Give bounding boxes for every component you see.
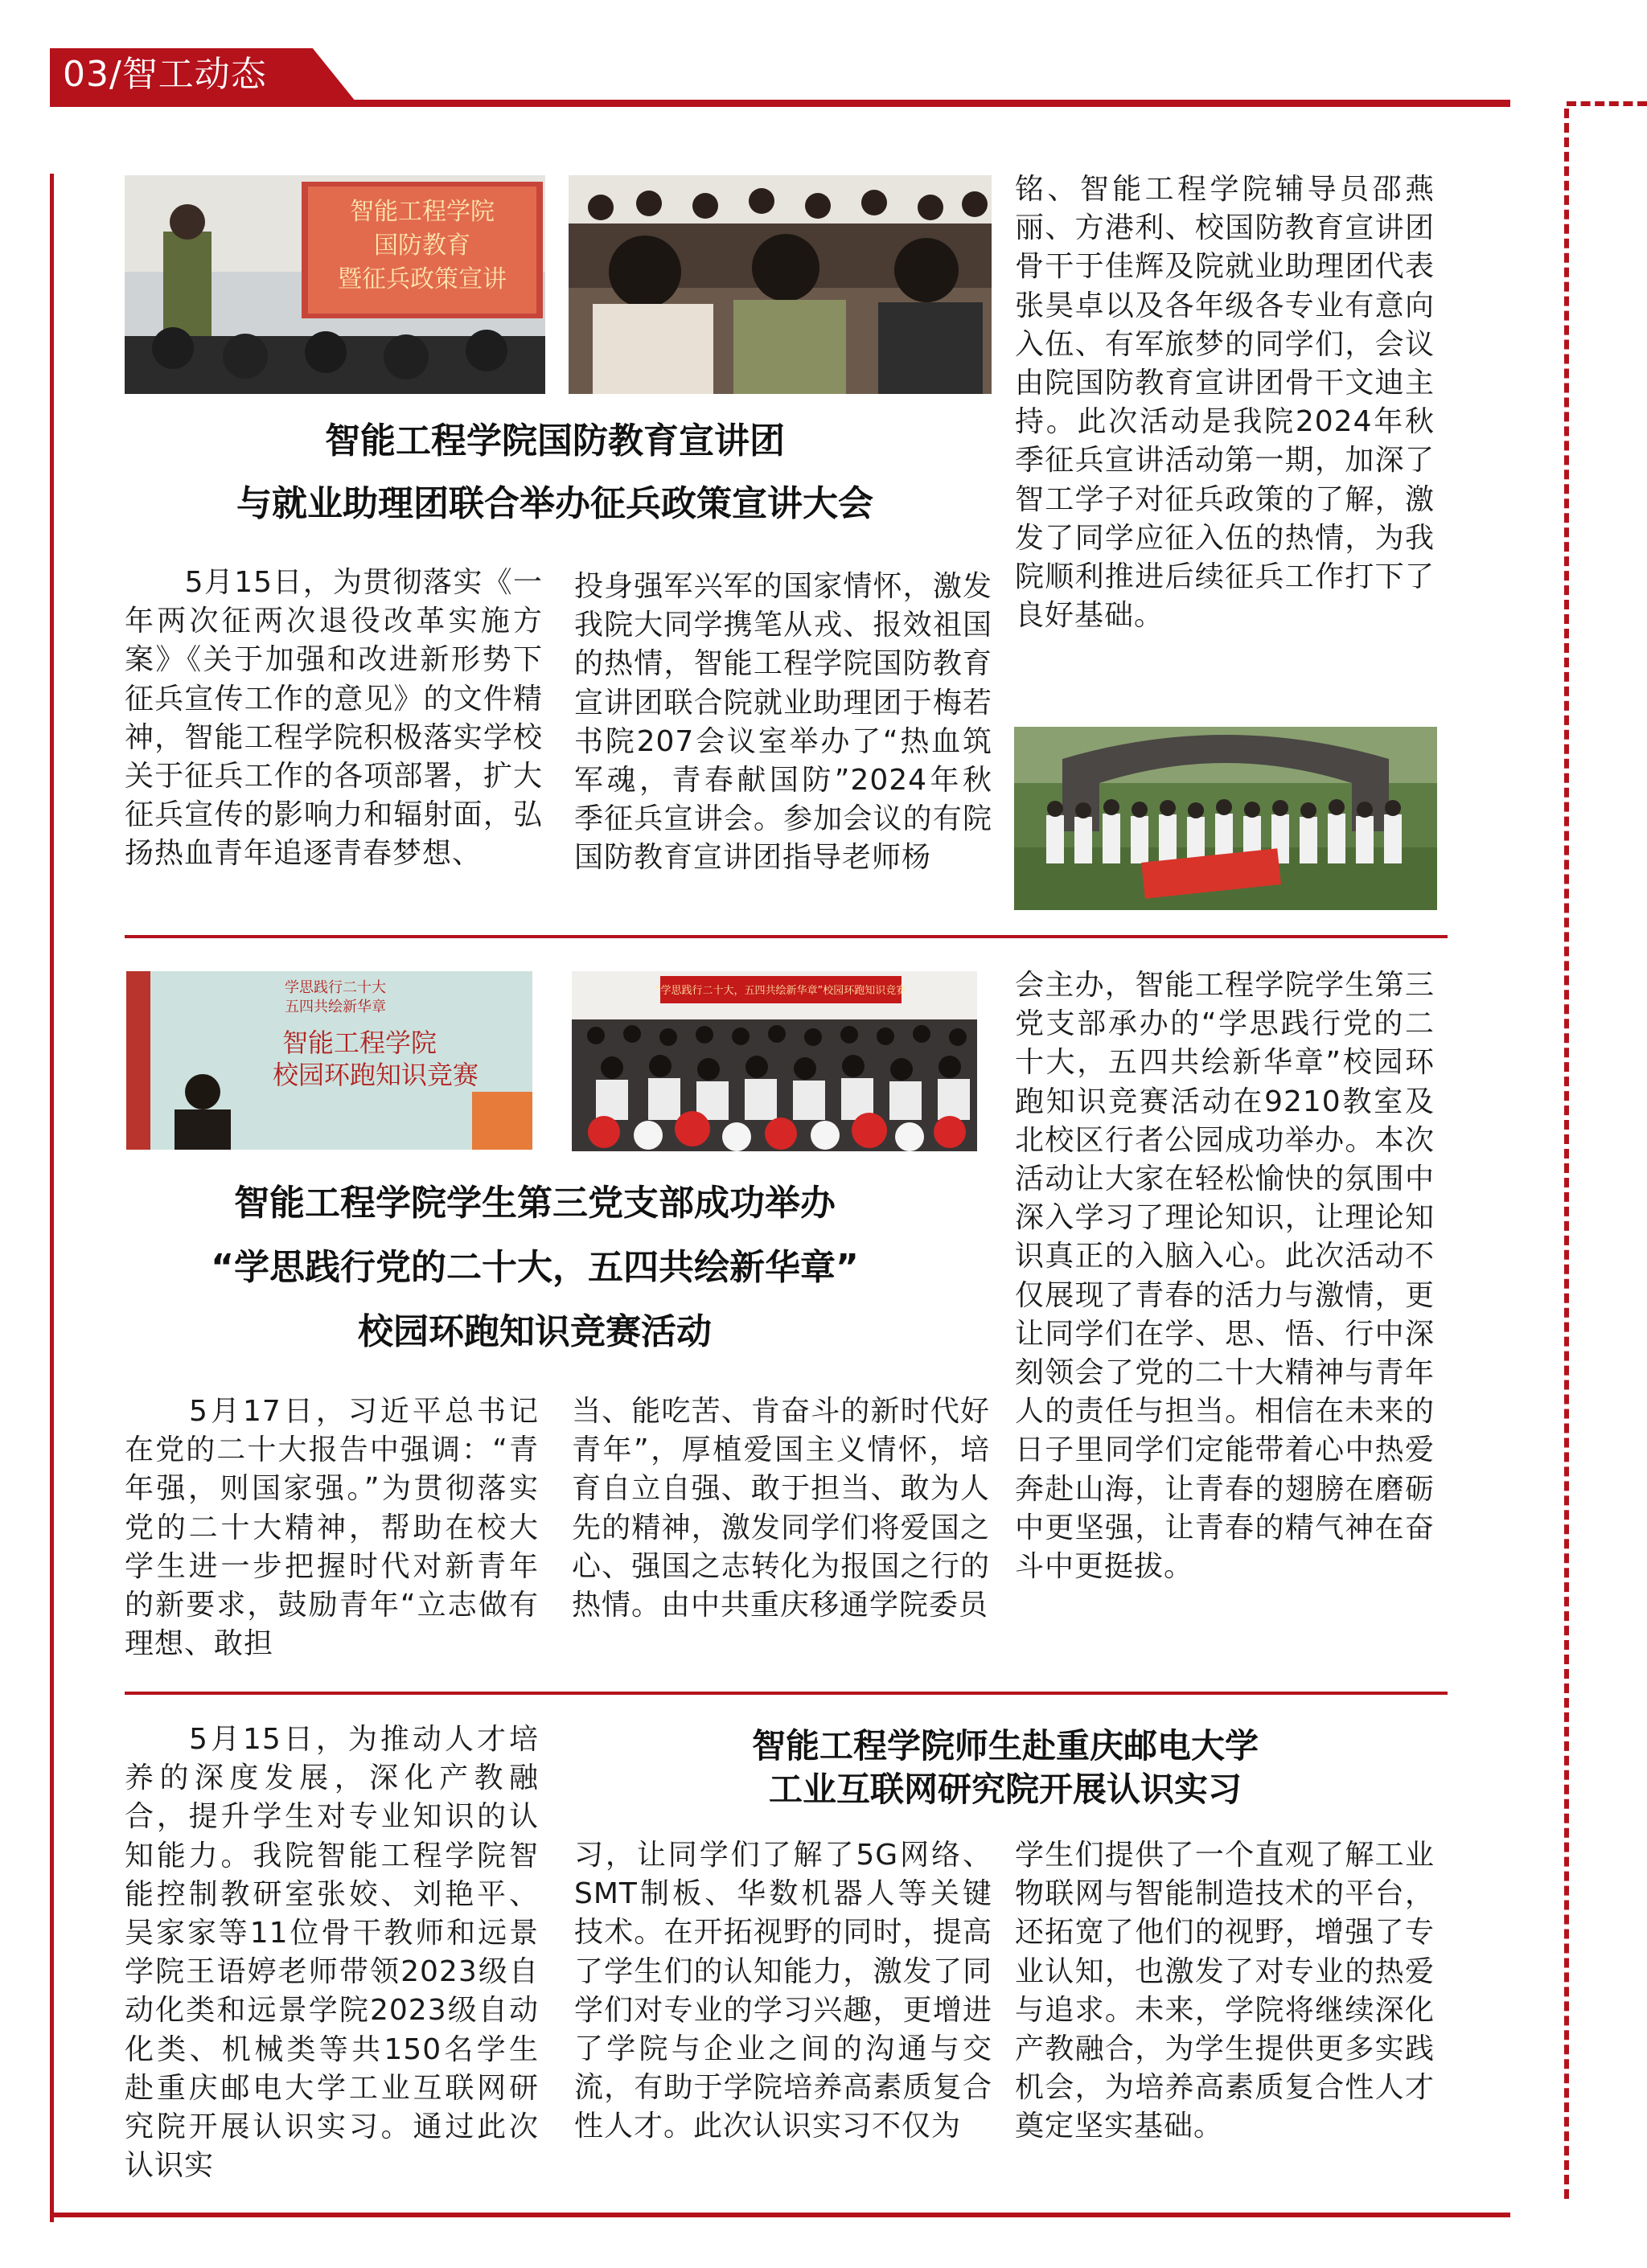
article3-body-col3: 学生们提供了一个直观了解工业物联网与智能制造技术的平台，还拓宽了他们的视野，增强了专业认知，也激发了对专业的热爱与追求。未来，学院将继续深化产教融合，为学生提供更多实践机会，为培养高素质复合性人才奠定坚实基础。 [1015, 1839, 1435, 2143]
screen-text-line-4: 校园环跑知识竞赛 [272, 1060, 479, 1090]
banner-text: “学思践行二十大，五四共绘新华章”校园环跑知识竞赛 [655, 985, 907, 997]
article2-title-line2: “学思践行党的二十大，五四共绘新华章” [211, 1247, 859, 1288]
screen-text-line-3: 智能工程学院 [281, 1027, 437, 1058]
article2-title-line1: 智能工程学院学生第三党支部成功举办 [234, 1183, 836, 1224]
dashed-border-top [1567, 101, 1647, 106]
article1-body-col3: 铭、智能工程学院辅导员邵燕丽、方港利、校国防教育宣讲团骨干于佳辉及院就业助理团代表张昊卓以及各年级各专业有意向入伍、有军旅梦的同学们，会议由院国防教育宣讲团骨干文迪主持。此次活动是我院2024年秋季征兵宣讲活动第一期，加深了智工学子对征兵政策的了解，激发了同学应征入伍的热情，为我院顺利推进后续征兵工作打下了良好基础。 [1015, 173, 1435, 633]
article2-body-col2: 当、能吃苦、肯奋斗的新时代好青年”，厚植爱国主义情怀，培育自立自强、敢于担当、敢为人先的精神，激发同学们将爱国之心、强国之志转化为报国之行的热情。由中共重庆移通学院委员 [572, 1395, 990, 1622]
section-header-label: 03/智工动态 [63, 54, 267, 95]
article1-body-col2: 投身强军兴军的国家情怀，激发我院大同学携笔从戎、报效祖国的热情，智能工程学院国防教育宣讲团联合院就业助理团于梅若书院207会议室举办了“热血筑军魂，青春献国防”2024年秋季征兵宣讲会。参加会议的有院国防教育宣讲团指导老师杨 [574, 570, 992, 875]
screen-text-line-2: 国防教育 [374, 232, 470, 260]
article2-photo-speaker [126, 971, 532, 1150]
left-border-rule [50, 174, 54, 2222]
article2-photo-contest [572, 971, 977, 1151]
article1-photo-group [1014, 727, 1437, 910]
section-divider-1 [125, 935, 1448, 938]
article3-title-line2: 工业互联网研究院开展认识实习 [768, 1770, 1242, 1809]
header-rule [50, 100, 1510, 107]
article2-title-line3: 校园环跑知识竞赛活动 [358, 1311, 712, 1352]
article1-title-line1: 智能工程学院国防教育宣讲团 [325, 420, 785, 461]
screen-text-line-1: 智能工程学院 [350, 198, 495, 226]
dashed-border-right [1564, 109, 1569, 2199]
article1-photo-audience [569, 175, 992, 394]
screen-text-line-1: 学思践行二十大 [285, 979, 386, 996]
bottom-border-rule [50, 2213, 1510, 2217]
article1-title-line2: 与就业助理团联合举办征兵政策宣讲大会 [236, 483, 873, 524]
article1-photo-lecture [125, 175, 545, 394]
article2-body-col3: 会主办，智能工程学院学生第三党支部承办的“学思践行党的二十大，五四共绘新华章”校园环跑知识竞赛活动在9210教室及北校区行者公园成功举办。本次活动让大家在轻松愉快的氛围中深入学习了理论知识，让理论知识真正的入脑入心。此次活动不仅展现了青春的活力与激情，更让同学们在学、思、悟、行中深刻领会了党的二十大精神与青年人的责任与担当。相信在未来的日子里同学们定能带着心中热爱奔赴山海，让青春的翅膀在磨砺中更坚强，让青春的精气神在奋斗中更挺拔。 [1015, 969, 1435, 1584]
article1-body-col1: 5月15日，为贯彻落实《一年两次征两次退役改革实施方案》《关于加强和改进新形势下征兵宣传工作的意见》的文件精神，智能工程学院积极落实学校关于征兵工作的各项部署，扩大征兵宣传的影响力和辐射面，弘扬热血青年追逐青春梦想、 [125, 566, 543, 871]
article3-title-line1: 智能工程学院师生赴重庆邮电大学 [751, 1726, 1259, 1766]
screen-text-line-3: 暨征兵政策宣讲 [338, 265, 507, 293]
section-divider-2 [125, 1692, 1448, 1695]
article2-body-col1: 5月17日，习近平总书记在党的二十大报告中强调：“青年强，则国家强。”为贯彻落实党的二十大精神，帮助在校大学生进一步把握时代对新青年的新要求，鼓励青年“立志做有理想、敢担 [125, 1395, 539, 1661]
article3-body-col1: 5月15日，为推动人才培养的深度发展，深化产教融合，提升学生对专业知识的认知能力。我院智能工程学院智能控制教研室张姣、刘艳平、吴家家等11位骨干教师和远景学院王语婷老师带领2023级自动化类和远景学院2023级自动化类、机械类等共150名学生赴重庆邮电大学工业互联网研究院开展认识实习。通过此次认识实 [125, 1723, 539, 2183]
article3-body-col2: 习，让同学们了解了5G网络、SMT制板、华数机器人等关键技术。在开拓视野的同时，提高了学生们的认知能力，激发了同学们对专业的学习兴趣，更增进了学院与企业之间的沟通与交流，有助于学院培养高素质复合性人才。此次认识实习不仅为 [574, 1839, 992, 2143]
screen-text-line-2: 五四共绘新华章 [285, 999, 386, 1015]
